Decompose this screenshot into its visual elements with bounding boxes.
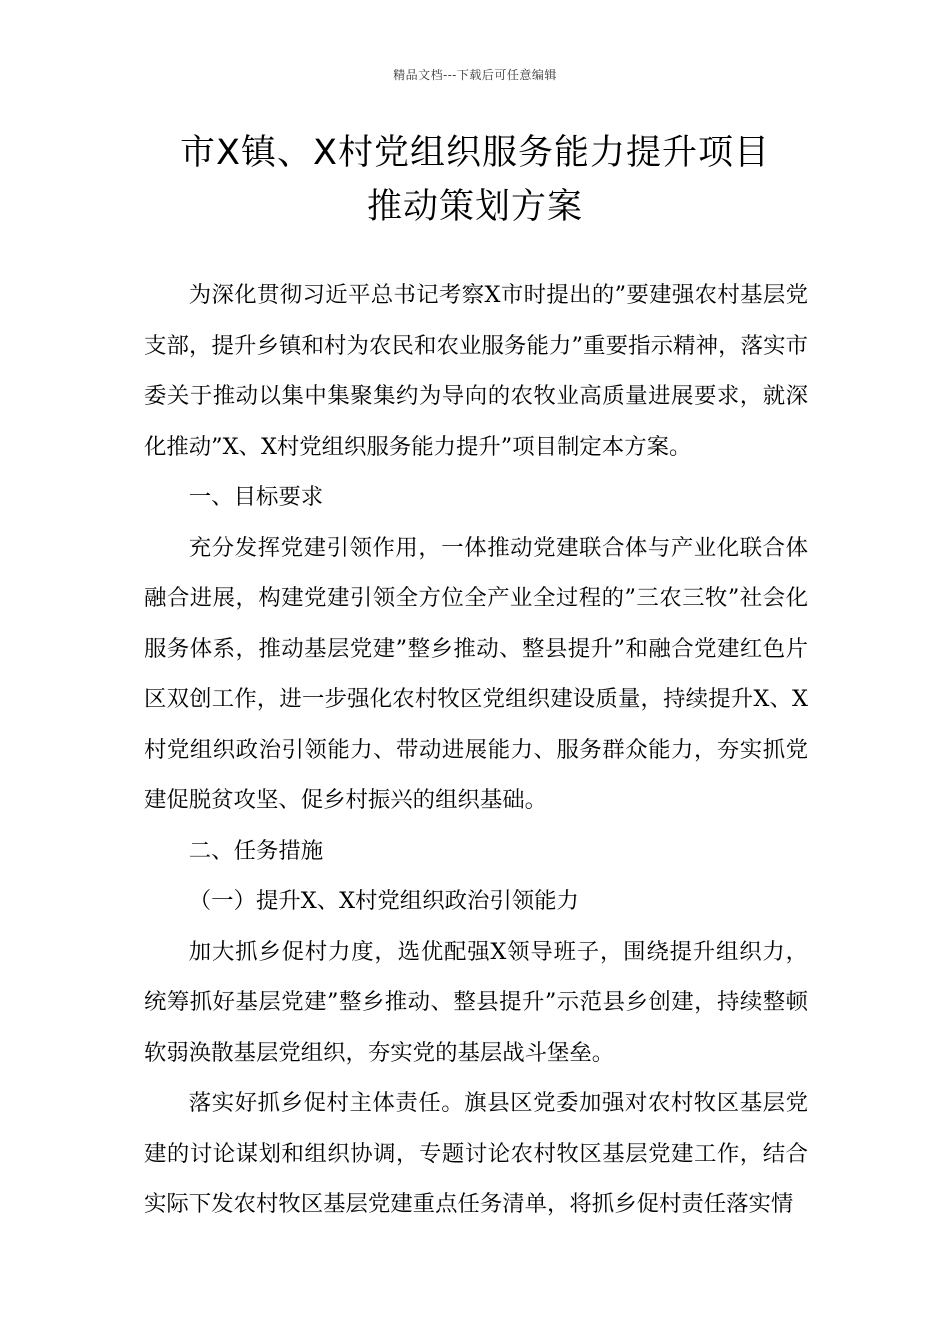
section-heading-goals: 一、目标要求 xyxy=(188,484,324,510)
section-heading-measures: 二、任务措施 xyxy=(188,837,324,864)
page-header: 精品文档---下载后可任意编辑 xyxy=(393,68,557,82)
paragraph-measure-2: 落实好抓乡促村主体责任。旗县区党委加强对农村牧区基层党建的讨论谋划和组织协调，专题讨论农村牧区基层党建工作，结合实际下发农村牧区基层党建重点任务清单，将抓乡促村责任落实情 xyxy=(144,1090,808,1217)
title-line-1: 市X镇、X村党组织服务能力提升项目 xyxy=(180,133,770,173)
paragraph-measure-1: 加大抓乡促村力度，选优配强X领导班子，围绕提升组织力，统筹抓好基层党建”整乡推动、整县提升”示范县乡创建，持续整顿软弱涣散基层党组织，夯实党的基层战斗堡垒。 xyxy=(144,938,808,1066)
paragraph-goals: 充分发挥党建引领作用，一体推动党建联合体与产业化联合体融合进展，构建党建引领全方位全产业全过程的”三农三牧”社会化服务体系，推动基层党建”整乡推动、整县提升”和融合党建红色片区双创工作，进一步强化农村牧区党组织建设质量，持续提升X、X村党组织政治引领能力、带动进展能力、服务群众能力，夯实抓党建促脱贫攻坚、促乡村振兴的组织基础。 xyxy=(144,534,808,813)
title-line-2: 推动策划方案 xyxy=(366,187,583,227)
subsection-heading-1: （一）提升X、X村党组织政治引领能力 xyxy=(188,888,579,914)
document-body xyxy=(144,270,808,1230)
paragraph-intro: 为深化贯彻习近平总书记考察X市时提出的”要建强农村基层党支部，提升乡镇和村为农民和农业服务能力”重要指示精神，落实市委关于推动以集中集聚集约为导向的农牧业高质量进展要求，就深化推动”X、X村党组织服务能力提升”项目制定本方案。 xyxy=(144,282,808,460)
document-title xyxy=(0,126,950,234)
